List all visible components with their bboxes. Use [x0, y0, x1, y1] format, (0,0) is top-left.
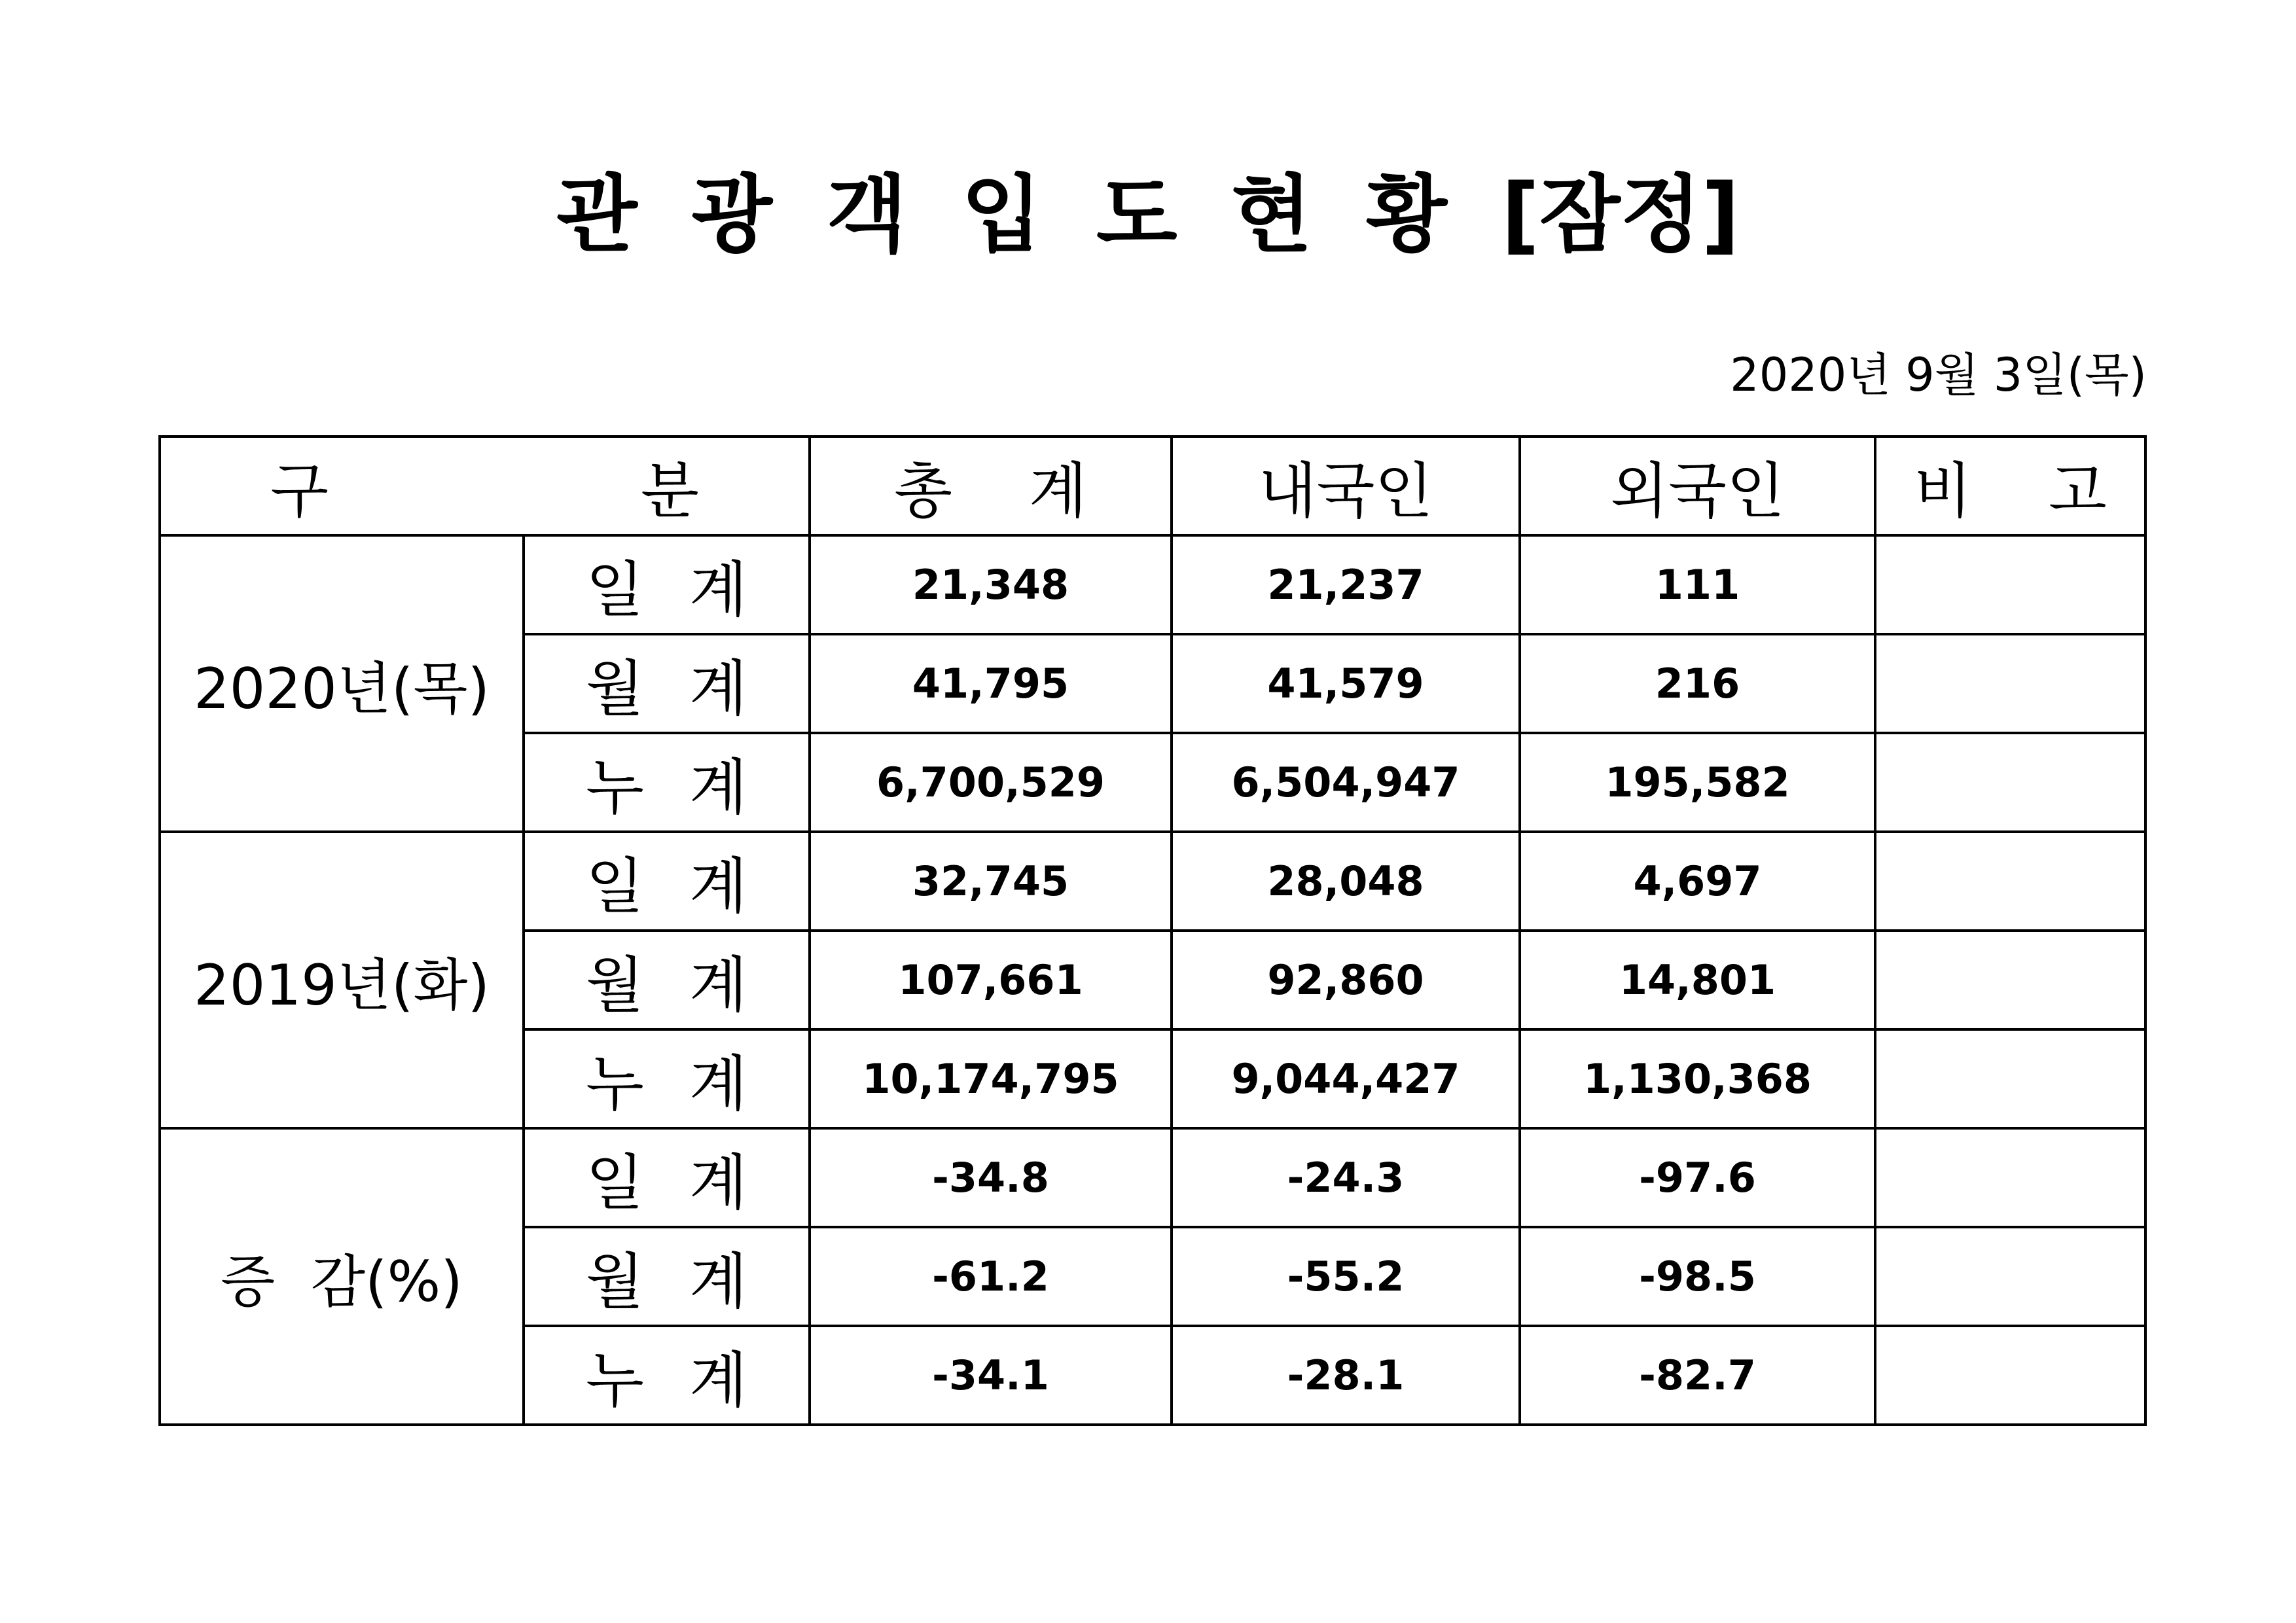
- header-total: 총 계: [810, 437, 1172, 535]
- row-sub-label: 일 계: [524, 1128, 810, 1227]
- domestic-cell: 28,048: [1172, 832, 1520, 931]
- total-cell: 32,745: [810, 832, 1172, 931]
- row-sub-label: 누 계: [524, 1326, 810, 1425]
- header-foreign: 외국인: [1520, 437, 1875, 535]
- domestic-cell: 41,579: [1172, 634, 1520, 733]
- row-sub-label: 월 계: [524, 1227, 810, 1326]
- row-sub-label: 일 계: [524, 832, 810, 931]
- foreign-cell: 195,582: [1520, 733, 1875, 832]
- foreign-cell: -97.6: [1520, 1128, 1875, 1227]
- group-label: 증 감(%): [160, 1128, 524, 1425]
- table-header-row: [160, 437, 2145, 535]
- remarks-cell: [1875, 1227, 2145, 1326]
- domestic-cell: 6,504,947: [1172, 733, 1520, 832]
- foreign-cell: 216: [1520, 634, 1875, 733]
- remarks-cell: [1875, 535, 2145, 634]
- header-category: 구 분: [160, 437, 810, 535]
- total-cell: -34.1: [810, 1326, 1172, 1425]
- domestic-cell: -28.1: [1172, 1326, 1520, 1425]
- group-label: 2020년(목): [160, 535, 524, 832]
- total-cell: 6,700,529: [810, 733, 1172, 832]
- total-cell: -61.2: [810, 1227, 1172, 1326]
- remarks-cell: [1875, 931, 2145, 1029]
- table-row: [160, 1128, 2145, 1227]
- document-title: 관 광 객 입 도 현 황 [잠정]: [556, 166, 1740, 264]
- foreign-cell: 4,697: [1520, 832, 1875, 931]
- foreign-cell: 1,130,368: [1520, 1029, 1875, 1128]
- remarks-cell: [1875, 832, 2145, 931]
- total-cell: 41,795: [810, 634, 1172, 733]
- group-label: 2019년(화): [160, 832, 524, 1128]
- row-sub-label: 월 계: [524, 634, 810, 733]
- remarks-cell: [1875, 1128, 2145, 1227]
- domestic-cell: 9,044,427: [1172, 1029, 1520, 1128]
- total-cell: 10,174,795: [810, 1029, 1172, 1128]
- domestic-cell: -24.3: [1172, 1128, 1520, 1227]
- row-sub-label: 월 계: [524, 931, 810, 1029]
- foreign-cell: -98.5: [1520, 1227, 1875, 1326]
- table-row: [160, 832, 2145, 931]
- total-cell: 107,661: [810, 931, 1172, 1029]
- domestic-cell: 92,860: [1172, 931, 1520, 1029]
- visitor-stats-table: [158, 435, 2147, 1426]
- remarks-cell: [1875, 634, 2145, 733]
- foreign-cell: 14,801: [1520, 931, 1875, 1029]
- foreign-cell: -82.7: [1520, 1326, 1875, 1425]
- foreign-cell: 111: [1520, 535, 1875, 634]
- header-remarks: 비 고: [1875, 437, 2145, 535]
- row-sub-label: 일 계: [524, 535, 810, 634]
- total-cell: -34.8: [810, 1128, 1172, 1227]
- row-sub-label: 누 계: [524, 733, 810, 832]
- remarks-cell: [1875, 1326, 2145, 1425]
- total-cell: 21,348: [810, 535, 1172, 634]
- header-domestic: 내국인: [1172, 437, 1520, 535]
- remarks-cell: [1875, 1029, 2145, 1128]
- row-sub-label: 누 계: [524, 1029, 810, 1128]
- domestic-cell: 21,237: [1172, 535, 1520, 634]
- remarks-cell: [1875, 733, 2145, 832]
- domestic-cell: -55.2: [1172, 1227, 1520, 1326]
- report-date: 2020년 9월 3일(목): [1730, 348, 2147, 402]
- table-row: [160, 535, 2145, 634]
